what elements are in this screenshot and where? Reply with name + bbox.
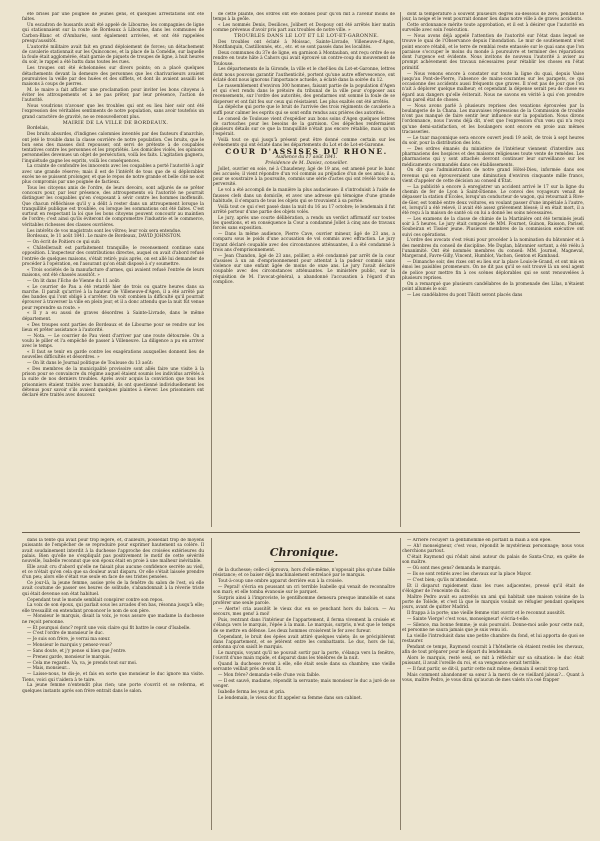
paragraph: La vieille l'introduisit dans une petite chambre du fond, et lui apporta de quoi se restaurer. xyxy=(402,633,584,645)
paragraph: — Nota. — Le courrier de Pau vient d'arriver par une route détournée. On a voulu le piller et l'a empêché de passer à Villeneuve. La diligence a pu en arriver avec le temps. xyxy=(22,333,204,350)
paragraph: — Laisse-nous, te dis-je, et fais en sorte que monsieur le duc ignore ma visite. Tiens, voici qui t'aidera à te taire. xyxy=(22,672,204,683)
paragraph: — C'est bien; qu'ils m'attendent. xyxy=(407,577,478,583)
paragraph: — Les candélabres du pont Tilsitt seront placés dans xyxy=(407,292,523,298)
top-column-2 xyxy=(213,12,395,527)
top-column-1 xyxy=(22,12,204,527)
paragraph: — Mon frère? demanda-t-elle d'une voix faible. xyxy=(218,673,321,679)
paragraph: — Nous avons déjà appelé l'attention de l'autorité sur l'état dans lequel se trouve le quai de l'Observance depuis l'inondation. Le mur de soutènement n'est point encore rétabli, et le terre de remblai reste entassée sur le quai sans que l'on paraisse s'occuper le moins du monde à poursuivre et terminer des réparations dont l'urgence est évidente. Nous invitons de nouveau l'autorité à aviser au prompt achèvement des travaux nécessaires pour rétablir les choses en l'état primitif. xyxy=(402,34,584,71)
paragraph: Cependant tout le monde semblait conspirer contre son repos. xyxy=(27,597,164,603)
paragraph: Maître Pedro avait eu autrefois un ami qui habitait une maison voisine de la porte de Tolède, et c'est là que le marquis voulait se réfugier pendant quelques jours, avant de quitter Madrid. xyxy=(402,594,584,611)
paragraph: « Trois sociétés de la manufacture d'armes, qui avaient refusé l'entrée de leurs maisons, ont été chassés aussitôt. » xyxy=(22,267,204,278)
paragraph: « Le courrier de Pau a été retardé hier de trois ou quatre heures dans sa marche. Il paraît qu'arrivé à la hauteur de Villeneuve-d'Agen, il a été arrêté par des bandes qui l'ont obligé à s'arrêter. On voit combien la difficulté qu'il pourrait éprouver à traverser la ville en plein jour, et il a donc attendu que la nuit fût venue pour reprendre sa route. » xyxy=(22,284,204,311)
chronique-column-3 xyxy=(402,538,584,830)
paragraph: Bordeaux, le 11 août 1841. Le maire de Bordeaux, DAVID JOHNSTON. xyxy=(27,234,182,240)
paragraph: Voilà tout ce qui jusqu'à présent peut être donné comme certain sur les événements qui ont éclaté dans les départements du Lot et de Lot-et-Garonne. xyxy=(213,138,395,149)
paragraph: — On lit dans l'Echo de Vienne du 11 août: xyxy=(27,278,121,284)
paragraph: Cependant, le bruit des épées avait attiré quelques valets; ils se précipitèrent dans l'appartement, et se jetèrent entre les combattants. Le duc, hors de lui, ordonna qu'on saisît le marquis. xyxy=(213,634,395,651)
top-column-3 xyxy=(402,12,584,527)
paragraph: — On lit dans le Journal politique de Toulouse du 13 août: xyxy=(27,361,154,367)
paragraph: Deux communes du 37e de ligne, en garnison à Montauban, ont reçu ordre de se rendre en toute hâte à Cahors qui avait éprouvé un contre-coup du mouvement de Toulouse. xyxy=(213,51,395,67)
paragraph: — Pepral! s'écria en poussant un cri terrible Isabelle qui venait de reconnaître son mari; et elle tomba évanouie sur le parquet. xyxy=(213,584,395,596)
paragraph: — Prenez garde, monsieur le marquis. xyxy=(27,654,111,660)
paragraph: Jollet, ouvrier en soie, né à Chaudeney, âgé de 19 ans, est amené pour le banc des accusés; il vient répondre d'un vol commis au préjudice d'un de ses amis; il a, pour se soustraire à la poursuite, commis une série d'actes qui ont révélé toute sa perversité. xyxy=(213,166,395,188)
paragraph: M. le maire a fait afficher une proclamation pour inviter les bons citoyens à éviter les attroupements et à ne pas prêter, par leur présence, l'action de l'autorité. xyxy=(22,87,204,104)
paragraph: Tous les citoyens amis de l'ordre, de leurs devoirs, sont adjurés de se prêter concours pour, par leur présence, des attroupements où l'autorité ne pourrait distinguer les coupables qu'en s'exposant à sévir contre les hommes inoffensifs. Que chacun réfléchisse qu'il y a délit à rester dans un attroupement lorsque la tranquillité publique est troublée, ou lorsque les sommations ont été faites. C'est surtout en respectant la loi que les bons citoyens peuvent concourir au maintien de l'ordre; c'est ainsi qu'ils éviteront de compromettre l'industrie et le commerce, véritables richesses des classes ouvrières. xyxy=(22,185,204,228)
paragraph: — Des ordres émanés du ministère de l'intérieur viennent d'interdire aux pharmaciens des hospices et des maisons religieuses toute vente de remèdes. Les pharmaciens qui y sont attachés devront continuer leur surveillance sur les médicaments commandés dans ces établissements. xyxy=(402,146,584,168)
paragraph: Nous voudrions n'avouer que les troubles qui ont eu lieu hier soir ont été l'expression des véritables sentiments de notre population, sans avoir toutefois un grand caractère de gravité, ne se renouvelleront plus. xyxy=(22,104,204,120)
chronique-column-1 xyxy=(22,538,204,830)
paragraph: Surpris ainsi à l'improviste, le gentilhomme demeura presque immobile et sans proférer une seule parole. xyxy=(213,596,395,607)
section-heading: TROUBLES DANS LE LOT ET LE LOT-ET-GARONNE. xyxy=(233,33,380,40)
paragraph: C'était Raymond qui rôdait ainsi autour du palais de Santa-Cruz, en quête de son maître. xyxy=(402,554,584,566)
paragraph: — Il est sauvé, madame, répondit la servante; mais monsieur le duc a juré de se venger. xyxy=(213,678,395,690)
paragraph: « Des membres de la municipalité provisoire sont allés faire une visite à la prison pour se convaincre du régime auquel étaient soumis les individus arrêtés à la suite de nos derniers troubles. Après avoir acquis la conviction que tous les prisonniers étaient traités avec humanité, ils ont questionné individuellement les détenus pour savoir s'ils avaient quelques plaintes à élever. Les prisonniers ont déclaré être traités avec douceur. xyxy=(22,366,204,399)
paragraph: — Dans la même audience, Pierre Cave, ouvrier mineur, âgé de 23 ans, a comparu sous le poids d'une accusation de vol commis avec effraction. Le jury l'ayant déclaré coupable avec des circonstances atténuantes, il a été condamné à trois ans d'emprisonnement. xyxy=(213,232,395,253)
paragraph: — Nous avons parlé à plusieurs reprises des vexations éprouvées par la boulangerie de la Chana. Les mauvaises répressions de la Commission de trouble n'ont pas manqué de faire sentir leur influence sur la population. Nous dirons l'ordonnance, nous l'avons déjà dit, n'est que l'expression d'un vœu qui n'a reçu qu'une demi-satisfaction, et les boulangers sont encore en proie aux mêmes tracasseries. xyxy=(402,103,584,135)
section-heading: MAIRIE DE LA VILLE DE BORDEAUX. xyxy=(62,119,169,126)
paragraph: Mais comment abandonner sa sœur à la merci de ce vieillard jaloux?... Quant à vous, maître Pedro, je vous dirai qu'aucun de mes valets n'a osé frapper xyxy=(402,672,584,684)
paragraph: Il frappa à la porte; une vieille femme vint ouvrir et le reconnut aussitôt. xyxy=(407,611,566,616)
paragraph: — Et pourquoi donc? reprit une voix claire qui fit battre le cœur d'Isabelle. xyxy=(27,625,191,631)
paragraph: Le conseil de Toulouse vient d'expédier aux bons soins d'Agen quelques lettres de cartouches pour les besoins de la garnison. Ces dépêches renfermaient plusieurs détails sur ce que la tranquillité n'était pas encore rétablie, mais qu'on l'espérait. xyxy=(213,116,395,138)
paragraph: L'ordre des avocats s'est réuni pour procéder à la nomination du bâtonnier et à des membres du conseil de discipline. Me Duplan, bâtonnier sortant, a été réélu à l'unanimité. Ont été nommés membres du conseil: MM. Journel, Magneval, Margerand, Favre-Gilly, Vincent, Humblot, Vachon, Genton et Rambaud. xyxy=(402,238,584,260)
paragraph: Quand la duchesse revint à elle, elle était seule dans sa chambre; une vieille servante veillait près de son lit. xyxy=(213,662,395,673)
paragraph: Les troupes ont été échelonnées sur divers points; on a placé quelques détachements devant la demeure des personnes que les charivariseurs avaient poursuivies la veille par des huées et des sifflets, et dont ils avaient assailli les maisons à coups de pierres. xyxy=(22,66,204,88)
paragraph: Elle avait cru d'abord qu'elle ne faisait plus aucune confidence secrète au vieil, et ce n'était qu'en cela que sa douleur avait disparu. Or elle s'était laissée prendre d'un peu; alors elle s'était vue seule en face de ses tristes pensées. xyxy=(22,564,204,581)
paragraph: — Où sont mes gens? demanda le marquis. xyxy=(407,566,501,572)
paragraph: — Je suis son frère, je verrai ma sœur. xyxy=(27,637,111,643)
paragraph: Le jury, après une courte délibération, a rendu un verdict affirmatif sur toutes les questions, et en conséquence la Cour a condamné Jollet à cinq ans de travaux forcés sans exposition. xyxy=(213,215,395,232)
paragraph: — Ils se sont retirés avec les chevaux sur la place Mayor. xyxy=(407,571,532,577)
paragraph: Le marquis, voyant qu'il ne pouvait sortir par la porte, s'élança vers la fenêtre, l'ouvrit d'une main rapide, et disparut dans les ténèbres de la nuit. xyxy=(213,650,395,662)
paragraph: Ce jour-là, la jeune femme, assise près de la fenêtre du salon de l'est, où elle avait coutume de passer ses heures de solitude, s'abandonnait à la réverie triste qui était devenue son état habituel. xyxy=(22,581,204,597)
paragraph: — Les examens de la classe de chimie de la Martinière ont été terminés jeudi soir à 5 heures. Le jury était composé de MM. Fournet, Guinon, Raisson, Parisel, Soubeiran et Tissier jeune. Plusieurs membres de la commission exécutive ont suivi ces opérations. xyxy=(402,216,584,238)
paragraph: — Jean Chandon, âgé de 23 ans, polilier, a été condamné par arrêt de la cour d'assises à un an d'emprisonnement pour attentat à la pudeur commis sans violence sur une enfant âgée de moins de onze ans. Le jury l'avait déclaré coupable avec des circonstances atténuantes. Le ministère public, sur la réquisition de M. l'avocat-général, a abandonné l'accusation à l'égard d'un complice. xyxy=(213,253,395,285)
paragraph: — Monsieur le marquis, disait la voix, je vous assure que madame la duchesse ne reçoit personne. xyxy=(22,614,204,625)
paragraph: été brisés par une poignée de jeunes gens, et quelques arrestations ont été faites. xyxy=(22,12,204,23)
column-divider xyxy=(400,538,401,830)
paragraph: La jeune femme n'entendit plus rien; une porte s'ouvrit et se referma, et quelques instants après son frère entrait dans le salon. xyxy=(22,683,204,694)
paragraph: Alors le marquis, resté seul, se mit à réfléchir sur sa situation: le duc était puissant, il avait l'oreille du roi, et sa vengeance serait terrible. xyxy=(402,655,584,667)
paragraph: — Le tuar maçonnique sera encore ouvert jeudi 19 août, de trois à sept heures du soir, pour la distribution des lots. xyxy=(402,135,584,146)
paragraph: Et il disparut rapidement dans les rues adjacentes, pressé qu'il était de s'éloigner de l'enceinte du duc. xyxy=(402,583,584,594)
paragraph: Bordelais, xyxy=(27,126,49,132)
paragraph: « Les nommés Denis, Desilices, Jolibert et Dospouy ont été arrêtés hier matin comme prévenus d'avoir pris part aux troubles de notre ville. » xyxy=(213,23,395,34)
feuilleton-rule xyxy=(22,532,580,533)
paragraph: — Silence, ma bonne femme; je suis poursuivi. Donne-moi asile pour cette nuit, et personne ne saura jamais que je suis venu ici. xyxy=(402,622,584,633)
paragraph: — Monsieur le marquis y pensez-vous? xyxy=(27,643,112,649)
chronique-column-2 xyxy=(213,538,395,830)
paragraph: On a remarqué que plusieurs candélabres de la promenade des Lilas, n'étaient point allumés le soir. xyxy=(402,281,584,292)
paragraph: La dépêche qui porte que le bruit de l'arrivée des trois régiments de cavalerie a suffi pour calmer les esprits qui se sont enfin rendus aux prières des autorités. xyxy=(213,105,395,116)
paragraph: — Nous venons encore à constater sur toute la ligne du quai, depuis Vaise jusqu'au Pont-de-Pierre, l'absence de mains-courantes sur les parapets, ce qui occasionne des accidents aussi fréquents que graves. Il n'est pas de jour que l'on n'ait à déplorer quelque malheur; et cependant la dépense serait peu de chose eu égard aux dangers qu'elle éviterait. Nous ne savons en vérité à qui s'en prendre d'un pareil état de choses. xyxy=(402,71,584,103)
paragraph: — On écrit de Poitiers ce qui suit: xyxy=(27,240,101,246)
paragraph: — Sans doute, et j'y pense si bien que j'entre. xyxy=(27,648,127,654)
paragraph: Un escadron de hussards avait été appelé de Libourne; les compagnies de ligne qui stationnaient sur la route de Bordeaux à Libourne, dans les communes de Carbon-Blanc et d'Ambarès, sont également arrivées, et ont été rappelées presqu'aussitôt. xyxy=(22,23,204,44)
paragraph: — Mais, monsieur... xyxy=(27,666,70,672)
paragraph: Le lendemain, le vieux duc fit appeler sa femme dans son cabinet. xyxy=(218,695,363,701)
paragraph: La voix de son époux, qui parlait sous les arcades d'en bas, résonna jusqu'à elle; elle tressaillit en entendant prononcer le nom de son père. xyxy=(22,603,204,614)
paragraph: L'autorité militaire avait fait en grand déploiement de forces; un détachement de cavalerie stationnait sur les Quinconces, et la place de la Comédie, sur laquelle la foule était agglomérée, était garnie de piquets de troupes de ligne, à huit heures du soir, le rappel a été battu dans toutes les rues. xyxy=(22,44,204,66)
column-divider xyxy=(211,12,212,527)
section-subtitle: Présidence de M. Daviez, conseiller. xyxy=(265,160,348,166)
paragraph: Les intérêts de vos magistrats sont les vôtres; leur voix sera entendue. xyxy=(27,228,182,234)
paragraph: « Des troupes sont parties de Bordeaux et de Libourne pour se rendre sur les lieux et prêter assistance à l'autorité. xyxy=(22,322,204,333)
paragraph: — Ah! monseigneur, c'est vous, répondit le mystérieux personnage; nous vous cherchions partout. xyxy=(402,543,584,555)
paragraph: Le rassemblement d'environ 300 hommes, faisant partie de la population d'Agen et qui s'est rendu dans le prétoire du tribunal de la ville pour s'opposer aux recensements, sur l'ordre des autorités, des gendarmes ont sommé la foule de se disperser et ont fait feu sur ceux qui résistaient. Les plus exaltés ont été arrêtés. xyxy=(213,83,395,105)
paragraph: — Sainte Vierge! c'est vous, monseigneur! s'écria-t-elle. xyxy=(407,616,530,622)
section-title: COUR D'ASSISES DU RHONE. xyxy=(225,147,388,157)
paragraph: On dit que l'administration de notre grand Hôtel-Dieu, informée dans ses revenus qui en éprouveraient une diminution d'environ cinquante mille francs, vient d'appeler de cette décision au conseil d'État. xyxy=(402,168,584,184)
section-subtitle: Audience du 17 août 1841. xyxy=(275,155,338,161)
paragraph: Puis, rentrant dans l'intérieur de l'appartement, il ferma vivement la croisée et s'élança vers le marquis, l'épée à la main. Le marquis, surpris, n'eut que le temps de se mettre en défense. Les deux hommes croisèrent le fer avec fureur. xyxy=(213,618,395,634)
chronique-heading-block xyxy=(213,546,395,562)
paragraph: — La publicité a encore à enregistrer un accident arrivé le 17 sur la ligne du chemin de fer de Lyon à Saint-Étienne. Le convoi des voyageurs venait de dépasser la station d'Ecoles, lorsqu'un conducteur de wagon, qui retournait à Rive-de-Gier, est tombé entre deux voitures, en voulant passer d'une impériale à l'autre, et, lorsqu'il a été relevé, il avait été assez grièvement blessé; il en était mort, il a été reçu à la maison de santé où on lui a donné les soins nécessaires. xyxy=(402,184,584,216)
chronique-title: Chronique. xyxy=(269,546,339,559)
paragraph: — C'est l'ordre de monsieur le duc. xyxy=(27,631,104,637)
paragraph: — Alerte! cria aussitôt le vieux duc en se penchant hors du balcon. — Au secours, mes gens! à moi! xyxy=(213,607,395,618)
paragraph: « Il y a eu aussi de graves désordres à Sainte-Livrade, dans le même département. xyxy=(22,311,204,322)
paragraph: de cette plainte, des ordres ont été donnés pour qu'on mît à l'avenir moins de temps à la geôle. xyxy=(213,12,395,23)
paragraph: Voilà tout ce qui s'est passé dans la nuit du 16 au 17 octobre; le lendemain il fut arrêté porteur d'une partie des objets volés. xyxy=(213,204,395,215)
paragraph: Isabelle ferma les yeux et pria. xyxy=(218,690,286,696)
paragraph: Le vol a été accompli de la manière la plus audacieuse: il s'introduisit à l'aide de fausses clefs dans un domicile, et avec une adresse qui témoigne d'une grande habitude, il s'empara de tous les objets qui se trouvaient à sa portée. xyxy=(213,188,395,204)
paragraph: — Cela me regarde. Va, va, je prends tout sur moi. xyxy=(27,660,138,666)
paragraph: — Dimanche soir, des rixes ont eu lieu sur la place Louis-le-Grand, et ont mis en émoi les paisibles promeneurs. On ne dit pas qu'il se soit trouvé là un seul agent de police pour mettre fin à ces scènes déplorables qui se sont renouvelées à plusieurs reprises. xyxy=(402,260,584,281)
paragraph: dont la température a souvent plusieurs degrés au-dessous de zéro, pendant le jour, la neige et le vent pourrait donner lieu dans notre ville à de graves accidents. xyxy=(402,12,584,23)
paragraph: — Il faut partir, se dit-il, partir cette nuit même; demain il serait trop tard. xyxy=(407,667,570,673)
paragraph: La crainte de confondre les innocents avec les coupables a porté l'autorité à agir avec une grande réserve; mais il est de l'intérêt de tous que de si déplorables excès ne se puissent prolonger, et que le repos de notre grande et belle cité ne soit plus compromis par une poignée de factieux. xyxy=(22,164,204,186)
column-divider xyxy=(211,538,212,830)
paragraph: Des troubles ont éclaté à Moissac, Sainte-Livrade, Villeneuve-d'Agen, Montflanquin, Castillonnès, etc., etc. et se sont passés dans les localités. xyxy=(213,40,395,51)
paragraph: Les départements de la Gironde, la ville et le chef-lieu du Lot-et-Garonne, lettres dont nous pouvons garantir l'authenticité, portent qu'une autre effervescence, ont éclaté dont nous ignorons l'importance actuelle, a éclaté dans la soirée du 12. xyxy=(213,67,395,83)
paragraph: Cette ordonnance mérite toute approbation, et il est à désirer que l'autorité en surveille avec soin l'exécution. xyxy=(402,23,584,34)
paragraph: Tout-à-coup une ombre apparut derrière eux à la croisée. xyxy=(218,579,344,585)
paragraph: — Arrière l'écuyer! la gentilhomme en portant la main à son épée. xyxy=(407,538,552,543)
paragraph: Pendant ce temps, Raymond courait à l'hôtellerie où étaient restés les chevaux, afin de tout préparer pour le départ du lendemain. xyxy=(402,644,584,656)
paragraph: « Châtellerault est parfaitement tranquille; le recensement continue sans opposition. L'inspecteur des contributions directes, auquel on avait d'abord refusé l'entrée de quelques maisons, s'était retiré; puis après, on est allé lui demander de procéder à l'opération, en l'assurant qu'on était disposé à s'y soumettre. xyxy=(22,246,204,267)
paragraph: de la duchesse; celle-ci éprouva, hors d'elle-même, n'opposait plus qu'une faible résistance; et ce baiser déjà machinalement entrelacé par le marquis. xyxy=(213,568,395,579)
column-divider xyxy=(400,12,401,527)
paragraph: « Il faut se tenir en garde contre les exagérations auxquelles donnent lieu de nouvelles difficultés et désordres. » xyxy=(22,349,204,361)
chronique-rule xyxy=(274,561,334,562)
paragraph: Des bruits absurdes, d'indignes calomnies inventés par des fauteurs d'anarchie, ont jeté le trouble dans la classe ouvrière de notre population. Ces bruits, que le bon sens des masses doit repousser, ont servi de prétexte à de coupables tentatives contre les personnes et les propriétés. Les domiciles violés, les opinions personnelles devenues un objet de persécution, voilà les faits. L'agitation gagnera, l'inquiétude gagne les esprits, voilà les conséquences. xyxy=(22,132,204,164)
paragraph: dans la tente qui avait pour trop légère, et, d'ailleurs, possédait trop de moyens puissants de l'empêcher de se reproduire pour exprimer hautement sa colère. Il avait soudainement interdit à la duchesse l'approche des croisées extérieures du palais. Bien qu'elle ne s'expliquât pas positivement le motif de cette sévérité nouvelle, Isabelle reconnut que son époux était en proie à une malheur inévitable. xyxy=(22,538,204,564)
